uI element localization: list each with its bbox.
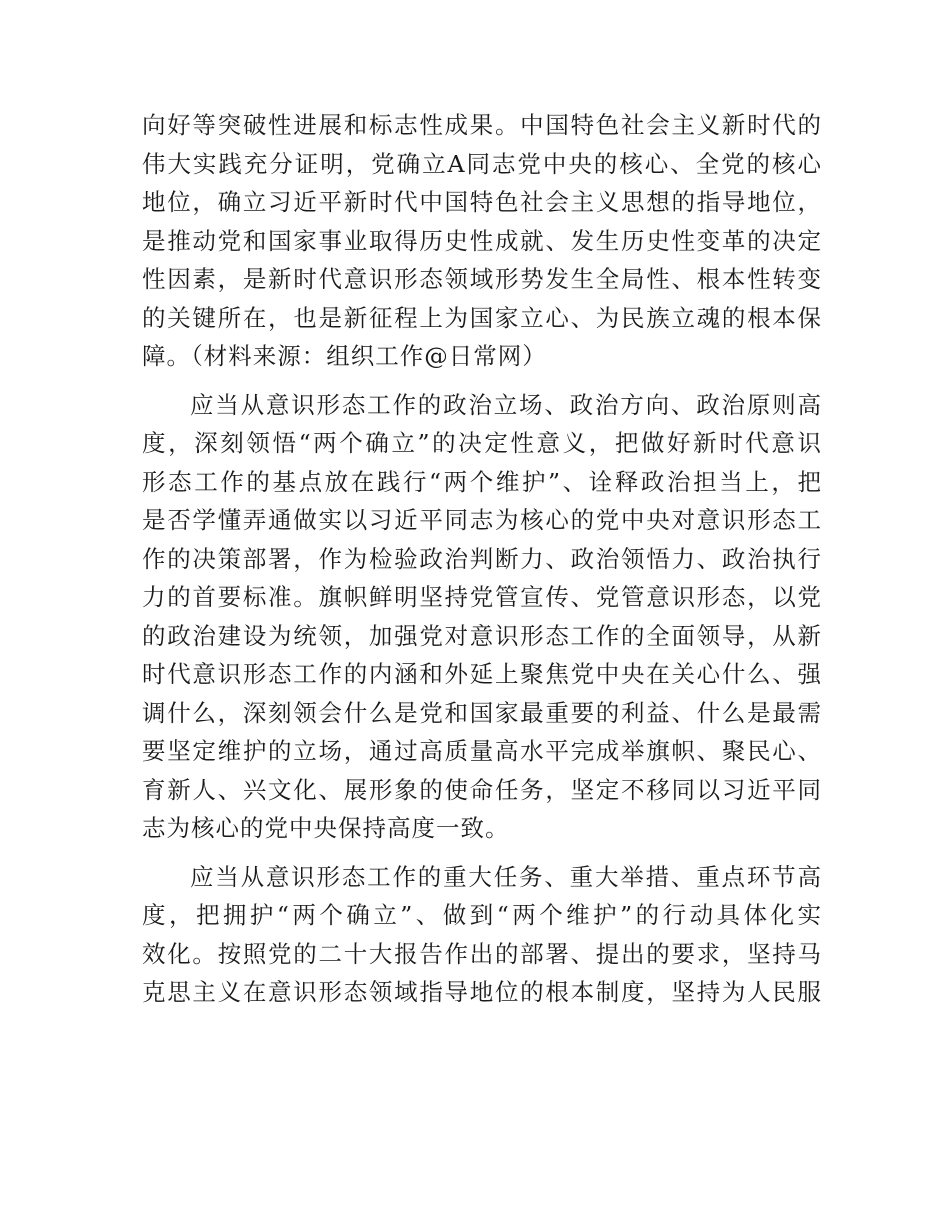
paragraph-1 [142, 106, 822, 376]
text-line: 的关键所在，也是新征程上为国家立心、为民族立魂的根本保 [142, 303, 822, 332]
text-line: 应当从意识形态工作的政治立场、政治方向、政治原则高 [190, 390, 822, 419]
text-line: 调什么，深刻领会什么是党和国家最重要的利益、什么是最需 [142, 698, 822, 727]
text-line: 力的首要标准。旗帜鲜明坚持党管宣传、党管意识形态，以党 [142, 583, 822, 611]
text-line: 效化。按照党的二十大报告作出的部署、提出的要求，坚持马 [142, 939, 822, 968]
text-line: 向好等突破性进展和标志性成果。中国特色社会主义新时代的 [142, 111, 822, 139]
text-line: 是否学懂弄通做实以习近平同志为核心的党中央对意识形态工 [142, 506, 822, 534]
paragraph-3 [142, 858, 822, 1012]
text-line: 度，把拥护“两个确立”、做到“两个维护”的行动具体化实 [142, 901, 822, 929]
text-line: 要坚定维护的立场，通过高质量高水平完成举旗帜、聚民心、 [142, 737, 822, 765]
text-line: 时代意识形态工作的内涵和外延上聚焦党中央在关心什么、强 [142, 660, 822, 688]
text-line: 性因素，是新时代意识形态领域形势发生全局性、根本性转变 [142, 265, 822, 293]
document-body [142, 106, 822, 1012]
text-line: 育新人、兴文化、展形象的使命任务，坚定不移同以习近平同 [142, 775, 822, 804]
text-line: 伟大实践充分证明，党确立A同志党中央的核心、全党的核心 [142, 149, 822, 178]
paragraph-2 [142, 386, 822, 848]
paragraph-gap [142, 848, 822, 858]
text-line: 障。（材料来源：组织工作@日常网） [142, 342, 547, 370]
text-line: 是推动党和国家事业取得历史性成就、发生历史性变革的决定 [142, 226, 822, 255]
text-line: 形态工作的基点放在践行“两个维护”、诠释政治担当上，把 [142, 467, 822, 496]
text-line: 地位，确立习近平新时代中国特色社会主义思想的指导地位， [142, 188, 822, 216]
text-line: 作的决策部署，作为检验政治判断力、政治领悟力、政治执行 [142, 544, 822, 573]
text-line: 的政治建设为统领，加强党对意识形态工作的全面领导，从新 [142, 621, 822, 650]
paragraph-gap [142, 376, 822, 386]
text-line: 度，深刻领悟“两个确立”的决定性意义，把做好新时代意识 [142, 429, 822, 457]
text-line: 应当从意识形态工作的重大任务、重大举措、重点环节高 [190, 862, 822, 891]
text-line: 志为核心的党中央保持高度一致。 [142, 814, 510, 842]
text-line: 克思主义在意识形态领域指导地位的根本制度，坚持为人民服 [142, 978, 822, 1006]
